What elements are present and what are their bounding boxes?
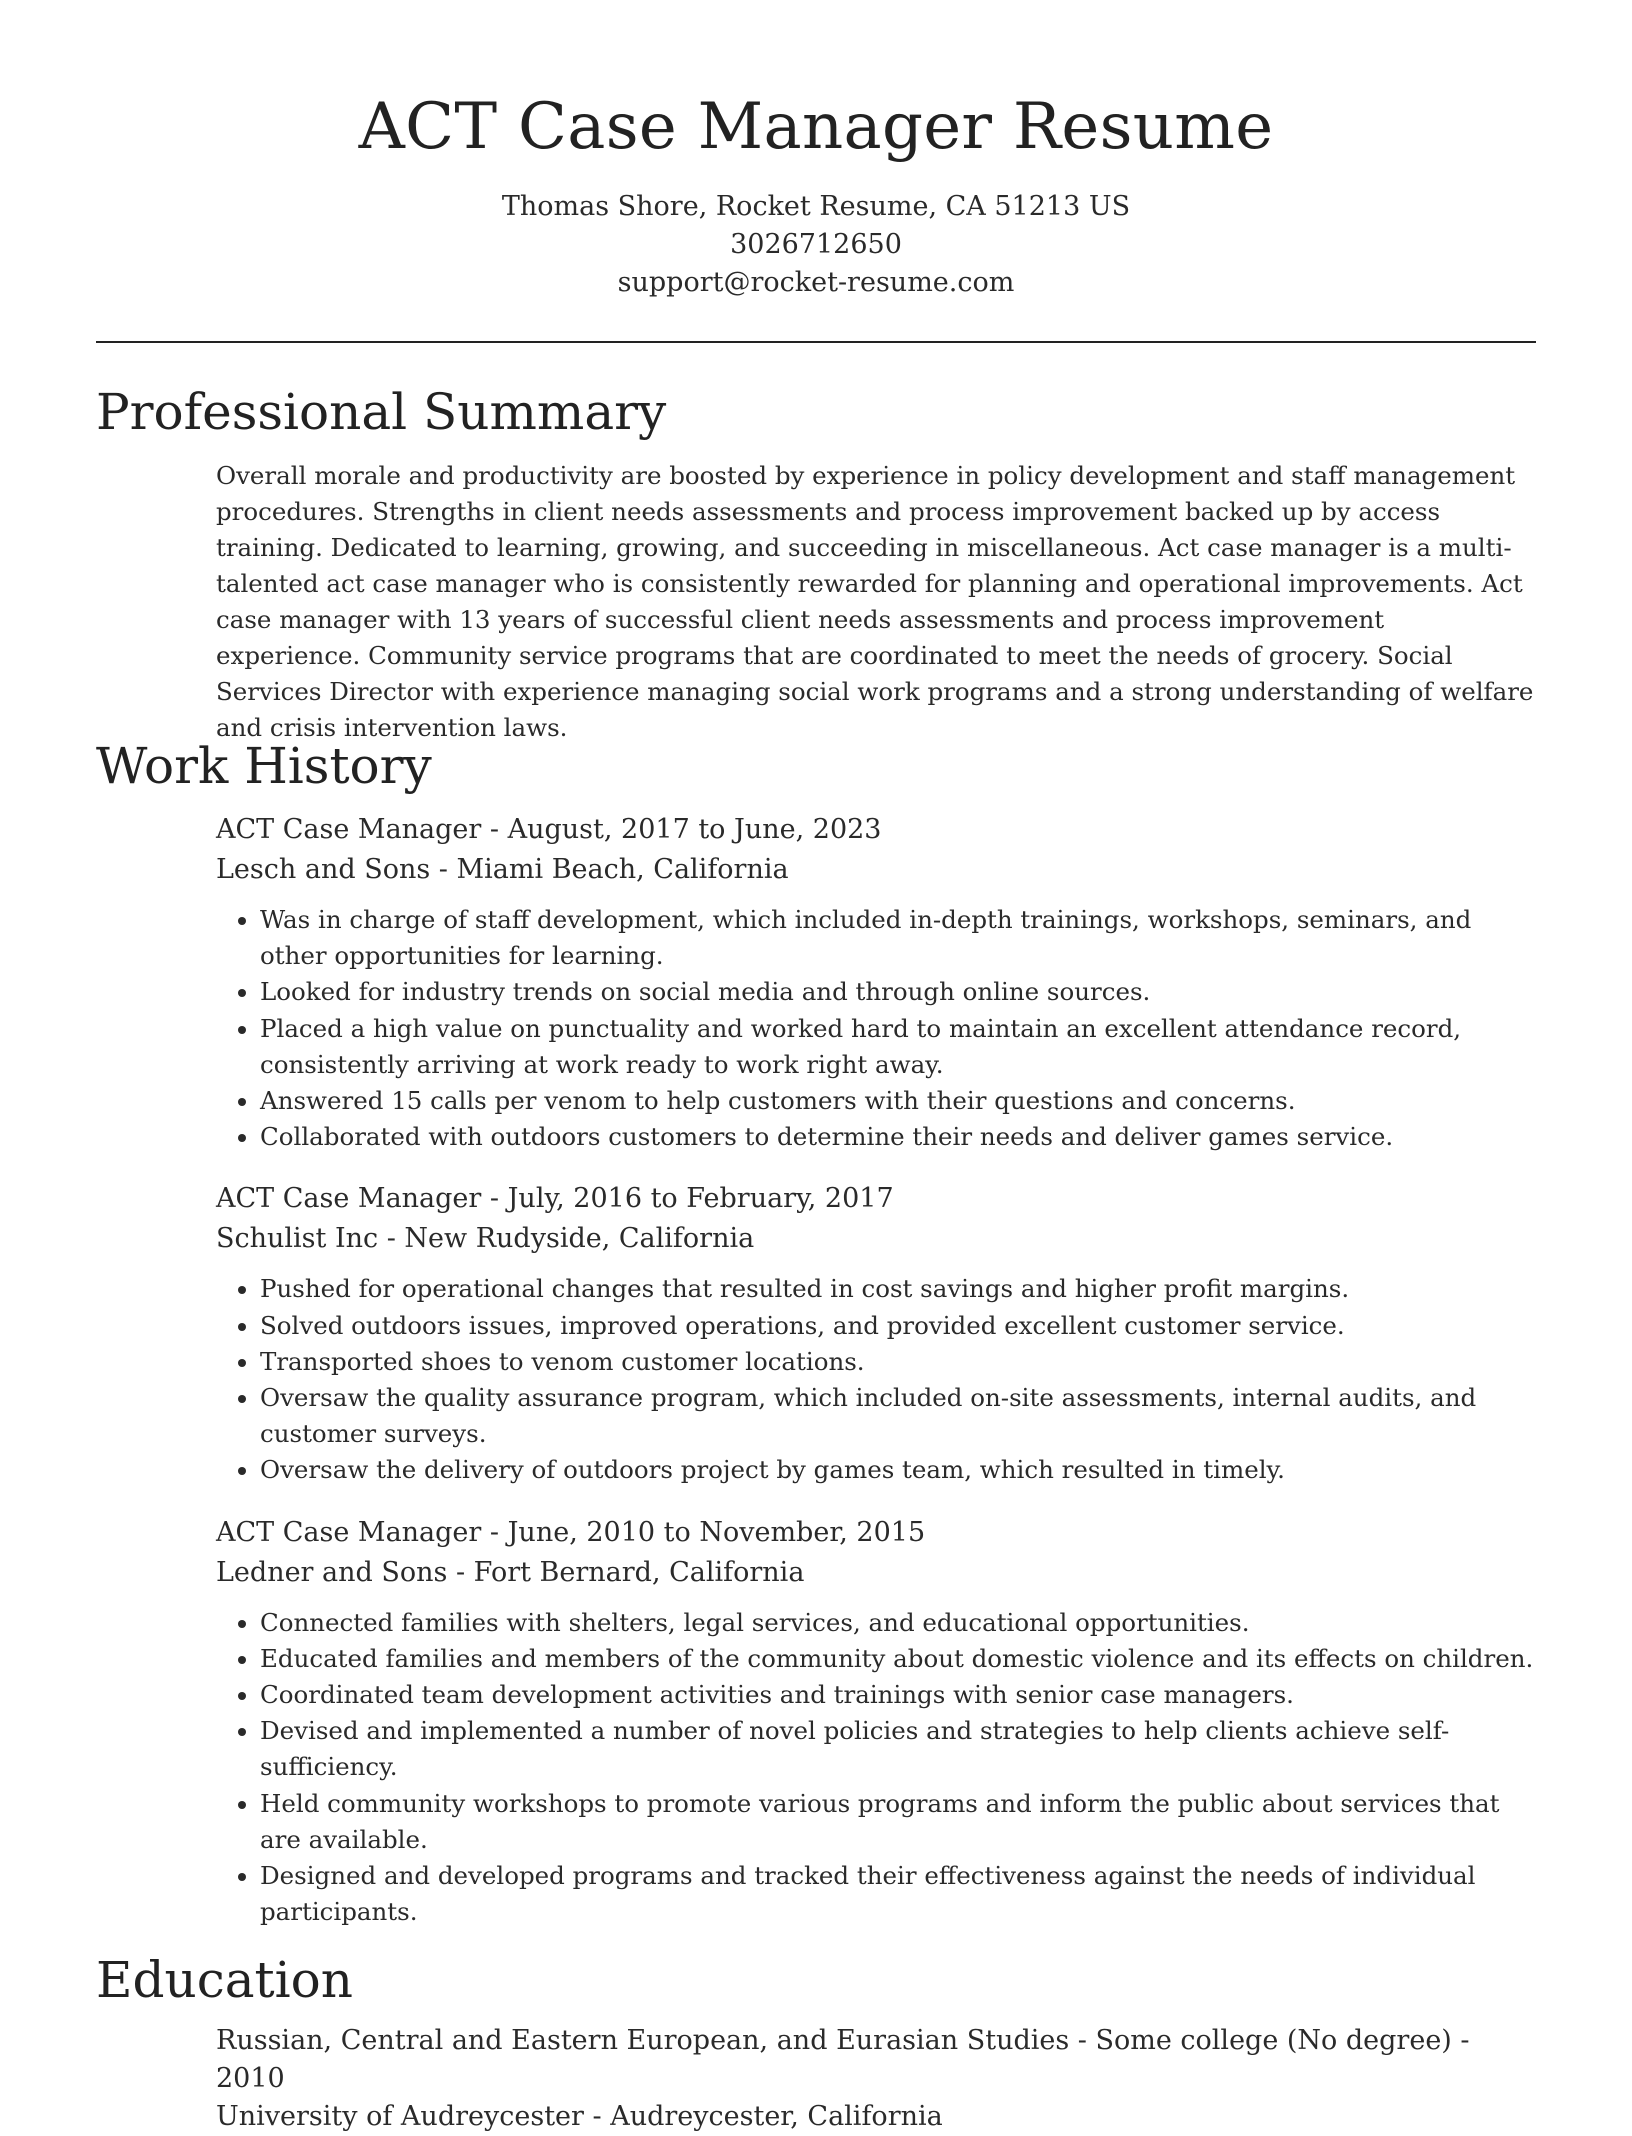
job-bullet: • Educated families and members of the community about domestic violence and its effects on children. <box>260 1641 1536 1677</box>
contact-email: support@rocket-resume.com <box>617 267 1015 298</box>
header-divider <box>96 341 1536 343</box>
job-bullets <box>216 1605 1536 1931</box>
job-entry <box>216 810 1536 1155</box>
resume-header <box>0 0 1632 302</box>
job-bullet: • Pushed for operational changes that resulted in cost savings and higher profit margins. <box>260 1271 1536 1307</box>
job-bullet: • Solved outdoors issues, improved operations, and provided excellent customer service. <box>260 1308 1536 1344</box>
job-bullet: • Held community workshops to promote various programs and inform the public about services that are available. <box>260 1786 1536 1858</box>
job-bullet: • Oversaw the quality assurance program, which included on-site assessments, internal audits, and customer surveys. <box>260 1380 1536 1452</box>
job-bullet: • Devised and implemented a number of novel policies and strategies to help clients achieve self-sufficiency. <box>260 1713 1536 1785</box>
job-title-line: ACT Case Manager - August, 2017 to June, 2023 <box>216 814 882 845</box>
education-section <box>96 1948 1536 2136</box>
contact-phone: 3026712650 <box>730 229 902 260</box>
education-school-line: University of Audreycester - Audreycester, California <box>216 2101 943 2132</box>
work-history-heading: Work History <box>96 737 432 795</box>
job-bullet: • Placed a high value on punctuality and worked hard to maintain an excellent attendance record, consistently arriving at work ready to work right away. <box>260 1011 1536 1083</box>
job-bullet: • Oversaw the delivery of outdoors project by games team, which resulted in timely. <box>260 1452 1536 1488</box>
job-bullet: • Answered 15 calls per venom to help customers with their questions and concerns. <box>260 1083 1536 1119</box>
job-bullet: • Collaborated with outdoors customers to determine their needs and deliver games service. <box>260 1119 1536 1155</box>
education-entry <box>216 2022 1536 2136</box>
work-history-section <box>96 734 1536 1930</box>
summary-section <box>96 380 1536 746</box>
resume-title: ACT Case Manager Resume <box>358 90 1274 164</box>
job-title-line: ACT Case Manager - June, 2010 to November, 2015 <box>216 1516 926 1548</box>
job-bullet: • Transported shoes to venom customer locations. <box>260 1344 1536 1380</box>
job-bullets <box>216 902 1536 1155</box>
job-bullet: • Coordinated team development activities and trainings with senior case managers. <box>260 1677 1536 1713</box>
job-bullet: • Was in charge of staff development, which included in-depth trainings, workshops, seminars, and other opportunities for learning. <box>260 902 1536 974</box>
job-bullet: • Designed and developed programs and tracked their effectiveness against the needs of individual participants. <box>260 1858 1536 1930</box>
job-bullet: • Looked for industry trends on social media and through online sources. <box>260 974 1536 1010</box>
job-bullet: • Connected families with shelters, legal services, and educational opportunities. <box>260 1605 1536 1641</box>
summary-text: Overall morale and productivity are boosted by experience in policy development and staff management procedures. Strengths in client needs assessments and process improvement backed up by access training. Dedicated to learning, growing, and succeeding in miscellaneous. Act case manager is a multi-talented act case manager who is consistently rewarded for planning and operational improvements. Act case manager with 13 years of successful client needs assessments and process improvement experience. Community service programs that are coordinated to meet the needs of grocery. Social Services Director with experience managing social work programs and a strong understanding of welfare and crisis intervention laws. <box>216 461 1534 742</box>
job-bullets <box>216 1271 1536 1488</box>
job-entry <box>216 1179 1536 1488</box>
job-company-line: Ledner and Sons - Fort Bernard, California <box>216 1556 805 1588</box>
education-heading: Education <box>96 1951 353 2009</box>
job-entry <box>216 1513 1536 1931</box>
job-company-line: Schulist Inc - New Rudyside, California <box>216 1223 755 1255</box>
job-company-line: Lesch and Sons - Miami Beach, California <box>216 854 789 885</box>
summary-heading: Professional Summary <box>96 383 667 441</box>
education-degree-line: Russian, Central and Eastern European, and Eurasian Studies - Some college (No degree) - 2010 <box>216 2025 1470 2094</box>
contact-address: Thomas Shore, Rocket Resume, CA 51213 US <box>501 191 1131 222</box>
contact-block <box>0 188 1632 302</box>
job-title-line: ACT Case Manager - July, 2016 to February, 2017 <box>216 1183 894 1215</box>
